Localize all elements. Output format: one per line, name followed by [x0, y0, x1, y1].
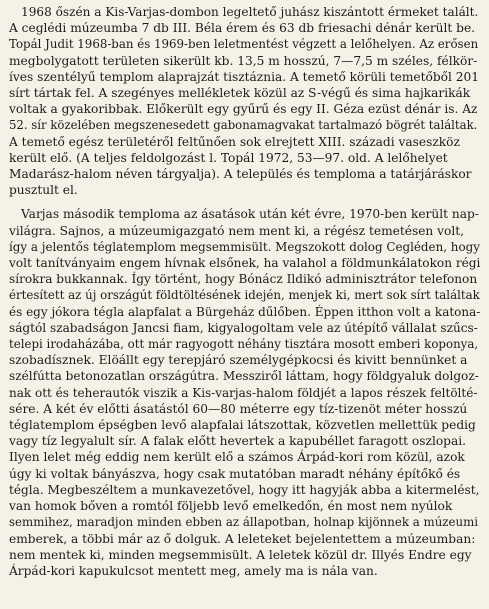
text-line: 52. sír közelében megszenesedett gabonamagvakat tartalmazó bögrét találtak. — [9, 118, 478, 133]
text-line: telepi irodaházába, ott már ragyogott néhány tisztára mosott emberi koponya, — [9, 337, 479, 352]
text-line: szélfútta betonozatlan országútra. Messziről láttam, hogy földgyaluk dolgoz- — [9, 369, 479, 384]
text-line: 1968 őszén a Kis-Varjas-dombon legeltető juhász kiszántott érmeket talált. — [21, 5, 479, 19]
text-line: pusztult el. — [9, 183, 78, 198]
text-line: Ilyen lelet még eddig nem került elő a számos Árpád-kori rom közül, azok — [9, 450, 465, 465]
text-line: került elő. (A teljes feldolgozást l. Topál 1972, 53—97. old. A lelőhelyet — [9, 150, 448, 165]
text-line: világra. Sajnos, a múzeumigazgató nem ment ki, a régész temetésen volt, — [9, 223, 465, 238]
text-line: Topál Judit 1968-ban és 1969-ben leletmentést végzett a lelőhelyen. Az erősen — [9, 37, 479, 52]
text-line: A temető egész területéről feltűnően sok elrejtett XIII. századi vaseszköz — [9, 134, 460, 149]
text-line: Madarász-halom néven tárgyalja). A település és temploma a tatárjáráskor — [9, 167, 472, 182]
paragraph-excavation-1968 — [9, 4, 480, 198]
text-line: sírokra bukkannak. Így történt, hogy Bónácz Ildikó adminisztrátor telefonon — [9, 272, 478, 287]
text-line: tégla. Megbeszéltem a munkavezetővel, hogy itt hagyják abba a kitermelést, — [9, 482, 480, 497]
text-line: ságtól szabadságon Jancsi fiam, kigyalogoltam vele az útépítő vállalat szűcs- — [9, 320, 478, 335]
text-line: így a jelentős téglatemplom megsemmisült. Megszokott dolog Cegléden, hogy — [9, 239, 480, 254]
text-line: sére. A két év előtti ásatástól 60—80 méterre egy tíz-tizenöt méter hosszú — [9, 401, 468, 416]
text-line: A ceglédi múzeumba 7 db III. Béla érem és 63 db friesachi dénár került be. — [9, 21, 476, 36]
text-line: és egy jókora tégla alapfalat a Bürgeház dűlőben. Éppen itthon volt a katona- — [9, 304, 480, 319]
text-line: szobadísznek. Elöállt egy terepjáró személygépkocsi és kivitt bennünket a — [9, 353, 468, 368]
text-line: volt tanítványaim engem hívnak elsőnek, ha valahol a földmunkálatokon régi — [9, 256, 480, 271]
text-line: Varjas második temploma az ásatások után két évre, 1970-ben került nap- — [21, 207, 479, 222]
text-line: értesített az új országút földtöltésének idején, menjek ki, mert sok sírt találtak — [9, 288, 480, 303]
text-line: nak ott és teherautók viszik a Kis-varjas-halom földjét a lapos részek feltölté- — [9, 385, 478, 400]
paragraph-gap — [9, 198, 480, 206]
paragraph-second-church-1970 — [9, 206, 480, 579]
text-line: megbolygatott területen sikerült kb. 13,5 m hosszú, 7—7,5 m széles, félkör- — [9, 53, 478, 68]
text-line: emberek, a többi már az ő dolguk. A leleteket bejelentettem a múzeumban: — [9, 531, 476, 546]
text-line: nem mentek ki, minden megsemmisült. A leletek közül dr. Illyés Endre egy — [9, 547, 472, 562]
text-line: semmihez, maradjon minden ebben az állapotban, holnap kijönnek a múzeumi — [9, 515, 479, 530]
text-line: voltak a gyakoribbak. Előkerült egy gyűrű és egy II. Géza ezüst dénár is. Az — [9, 102, 478, 117]
text-line: úgy ki voltak bányászva, hogy csak mutatóban maradt néhány építőkő és — [9, 466, 461, 481]
text-line: van homok bőven a romtól följebb levő emelkedőn, én most nem nyúlok — [9, 499, 453, 514]
text-line: vagy tíz legyalult sír. A falak előtt hevertek a kapubéllet faragott oszlopai. — [9, 434, 467, 449]
text-line: Árpád-kori kapukulcsot mentett meg, amely ma is nála van. — [9, 563, 378, 578]
text-line: téglatemplom épségben levő alapfalai látszottak, közvetlen mellettük pedig — [9, 418, 476, 433]
text-line: íves szentélyű templom alaprajzát tisztáznia. A temető körüli temetőből 201 — [9, 69, 480, 84]
text-line: sírt tártak fel. A szegényes mellékletek közül az S-végű és sima hajkarikák — [9, 86, 471, 101]
